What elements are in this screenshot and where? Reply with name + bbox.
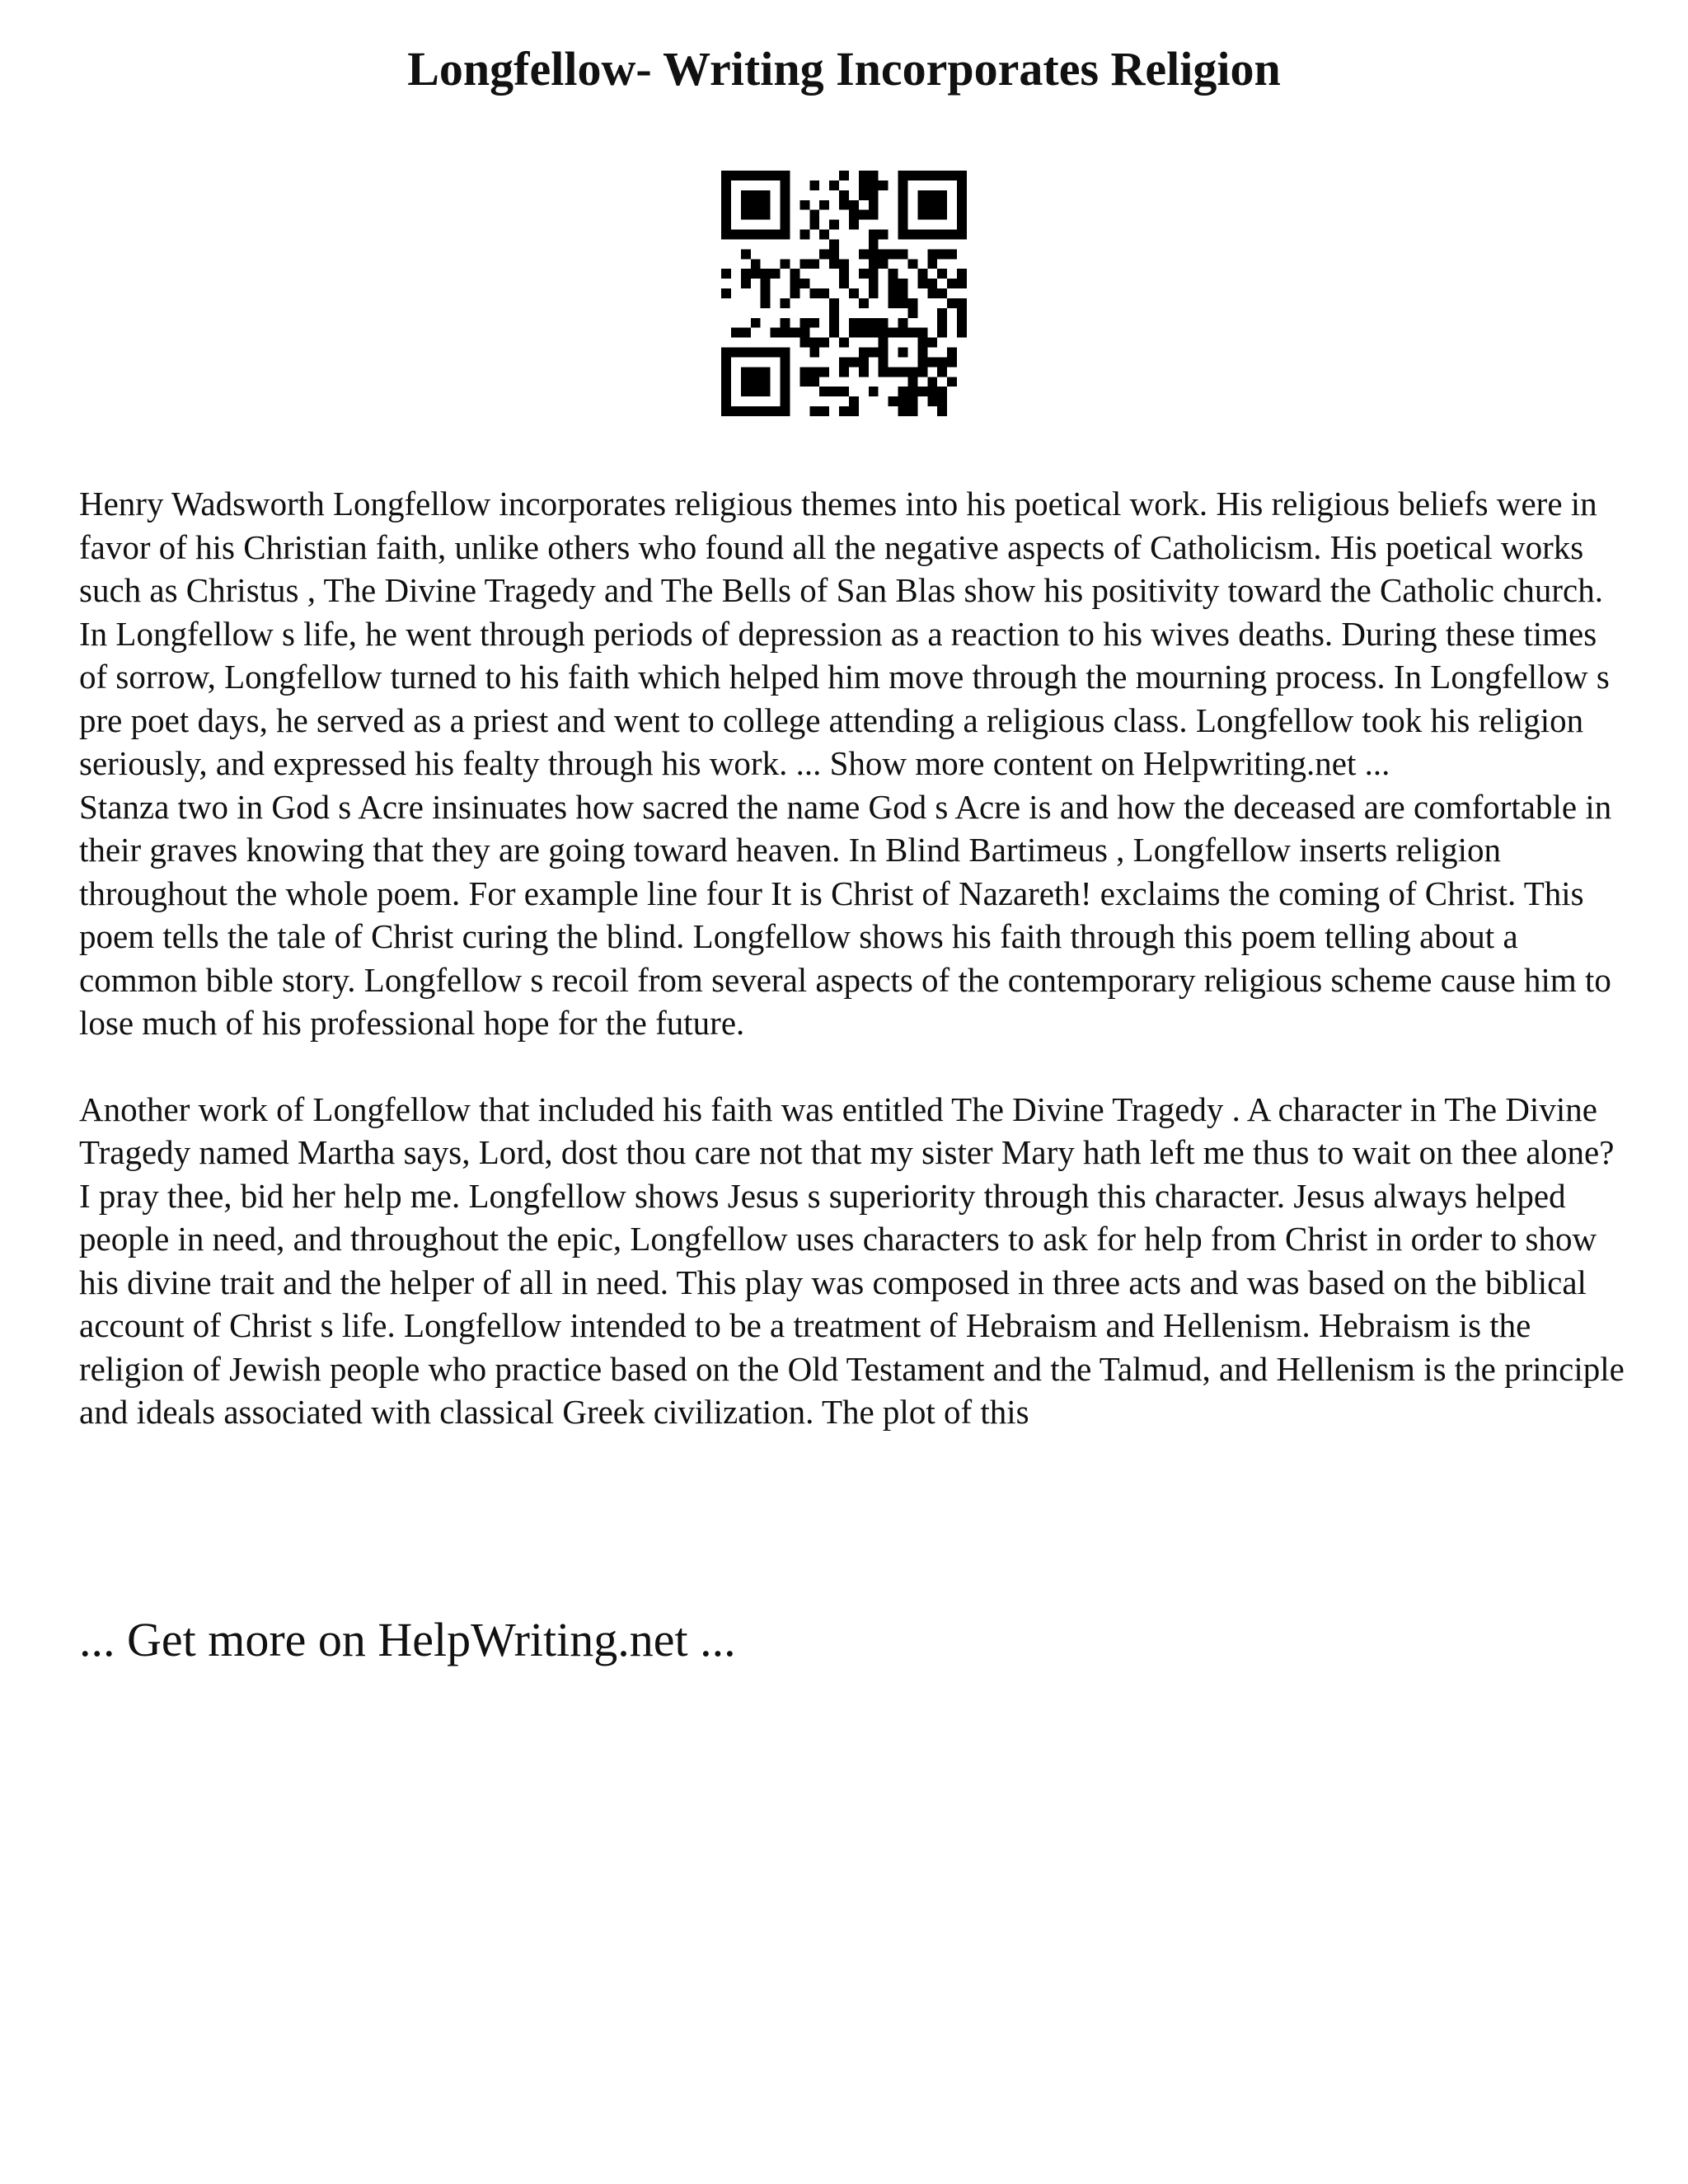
article-body (79, 482, 1629, 1434)
qr-code-icon (721, 171, 967, 416)
paragraph-gods-acre: Stanza two in God s Acre insinuates how sacred the name God s Acre is and how the deceased are comfortable in their graves knowing that they are going toward heaven. In Blind Bartimeus , Longfellow inserts religion throughout the whole poem. For example line four It is Christ of Nazareth! exclaims the coming of Christ. This poem tells the tale of Christ curing the blind. Longfellow shows his faith through this poem telling about a common bible story. Longfellow s recoil from several aspects of the contemporary religious scheme cause him to lose much of his professional hope for the future. (79, 787, 1612, 1042)
paragraph-intro: Henry Wadsworth Longfellow incorporates religious themes into his poetical work. His religious beliefs were in favor of his Christian faith, unlike others who found all the negative aspects of Catholicism. His poetical works such as Christus , The Divine Tragedy and The Bells of San Blas show his positivity toward the Catholic church. In Longfellow s life, he went through periods of depression as a reaction to his wives deaths. During these times of sorrow, Longfellow turned to his faith which helped him move through the mourning process. In Longfellow s pre poet days, he served as a priest and went to college attending a religious class. Longfellow took his religion seriously, and expressed his fealty through his work. ... Show more content on Helpwriting.net ... (79, 485, 1610, 782)
paragraph-divine-tragedy: Another work of Longfellow that included his faith was entitled The Divine Tragedy . A character in The Divine Tragedy named Martha says, Lord, dost thou care not that my sister Mary hath left me thus to wait on thee alone? I pray thee, bid her help me. Longfellow shows Jesus s superiority through this character. Jesus always helped people in need, and throughout the epic, Longfellow uses characters to ask for help from Christ in order to show his divine trait and the helper of all in need. This play was composed in three acts and was based on the biblical account of Christ s life. Longfellow intended to be a treatment of Hebraism and Hellenism. Hebraism is the religion of Jewish people who practice based on the Old Testament and the Talmud, and Hellenism is the principle and ideals associated with classical Greek civilization. The plot of this (79, 1090, 1625, 1431)
page-title: Longfellow- Writing Incorporates Religion (407, 42, 1281, 96)
get-more-link[interactable]: ... Get more on HelpWriting.net ... (79, 1613, 736, 1666)
